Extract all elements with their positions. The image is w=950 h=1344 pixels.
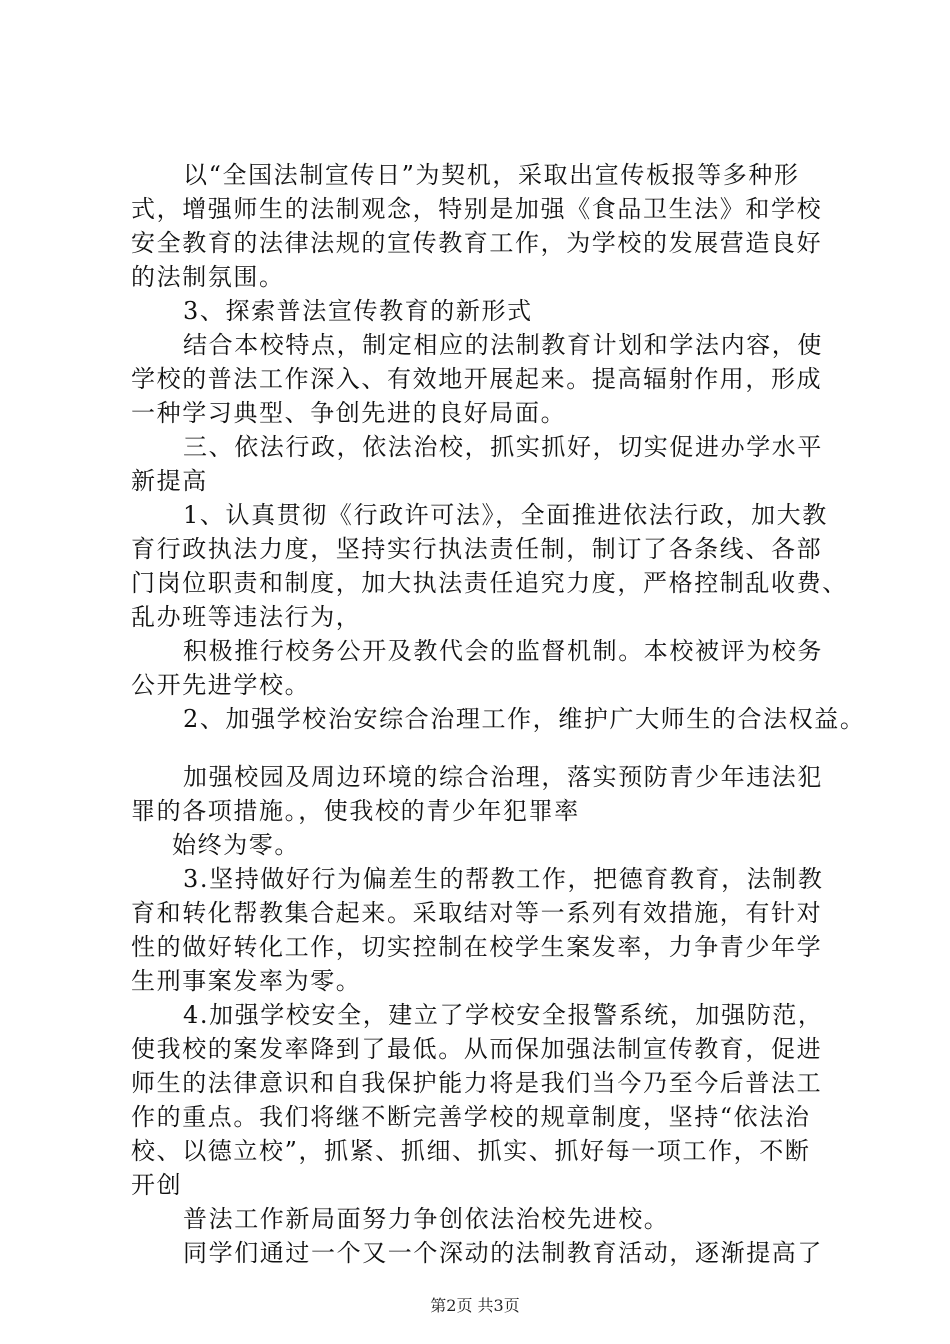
text-line: 1、认真贯彻《行政许可法》，全面推进依法行政，加大教 bbox=[183, 501, 828, 529]
text-line: 同学们通过一个又一个深动的法制教育活动，逐渐提高了 bbox=[183, 1239, 823, 1267]
text-line: 作的重点。我们将继不断完善学校的规章制度，坚持“依法治 bbox=[131, 1103, 811, 1131]
text-line: 师生的法律意识和自我保护能力将是我们当今乃至今后普法工 bbox=[131, 1069, 823, 1097]
text-line: 一种学习典型、争创先进的良好局面。 bbox=[131, 399, 567, 427]
text-line: 3.坚持做好行为偏差生的帮教工作，把德育教育，法制教 bbox=[183, 865, 824, 893]
text-line: 罪的各项措施。，使我校的青少年犯罪率 bbox=[131, 797, 580, 825]
text-line: 始终为零。 bbox=[172, 831, 300, 859]
section-heading: 三、依法行政，依法治校，抓实抓好，切实促进办学水平 bbox=[183, 433, 823, 461]
text-line: 安全教育的法律法规的宣传教育工作，为学校的发展营造良好 bbox=[131, 229, 823, 257]
text-line: 校、以德立校”，抓紧、抓细、抓实、抓好每一项工作，不断 bbox=[131, 1137, 811, 1165]
text-line: 4.加强学校安全，建立了学校安全报警系统，加强防范， bbox=[183, 1001, 824, 1029]
text-line: 式，增强师生的法制观念，特别是加强《食品卫生法》和学校 bbox=[131, 195, 823, 223]
text-line: 生刑事案发率为零。 bbox=[131, 967, 362, 995]
text-line: 公开先进学校。 bbox=[131, 671, 311, 699]
text-line: 普法工作新局面努力争创依法治校先进校。 bbox=[183, 1205, 670, 1233]
text-line: 门岗位职责和制度，加大执法责任追究力度，严格控制乱收费、 bbox=[131, 569, 848, 597]
text-line: 开创 bbox=[131, 1171, 183, 1199]
text-line: 育和转化帮教集合起来。采取结对等一系列有效措施，有针对 bbox=[131, 899, 823, 927]
text-line: 的法制氛围。 bbox=[131, 263, 285, 291]
page-number-footer: 第2页 共3页 bbox=[430, 1296, 520, 1315]
text-line: 乱办班等违法行为， bbox=[131, 603, 362, 631]
text-line: 使我校的案发率降到了最低。从而保加强法制宣传教育，促进 bbox=[131, 1035, 823, 1063]
text-line: 2、加强学校治安综合治理工作，维护广大师生的合法权益。 bbox=[183, 705, 866, 733]
text-line: 育行政执法力度，坚持实行执法责任制，制订了各条线、各部 bbox=[131, 535, 823, 563]
section-heading: 3、探索普法宣传教育的新形式 bbox=[183, 297, 533, 325]
text-line: 加强校园及周边环境的综合治理，落实预防青少年违法犯 bbox=[183, 763, 823, 791]
text-line: 以“全国法制宣传日”为契机，采取出宣传板报等多种形 bbox=[183, 161, 800, 189]
text-line: 结合本校特点，制定相应的法制教育计划和学法内容，使 bbox=[183, 331, 823, 359]
text-line: 性的做好转化工作，切实控制在校学生案发率，力争青少年学 bbox=[131, 933, 823, 961]
text-line: 积极推行校务公开及教代会的监督机制。本校被评为校务 bbox=[183, 637, 823, 665]
text-line: 学校的普法工作深入、有效地开展起来。提高辐射作用，形成 bbox=[131, 365, 823, 393]
section-heading: 新提高 bbox=[131, 467, 208, 495]
